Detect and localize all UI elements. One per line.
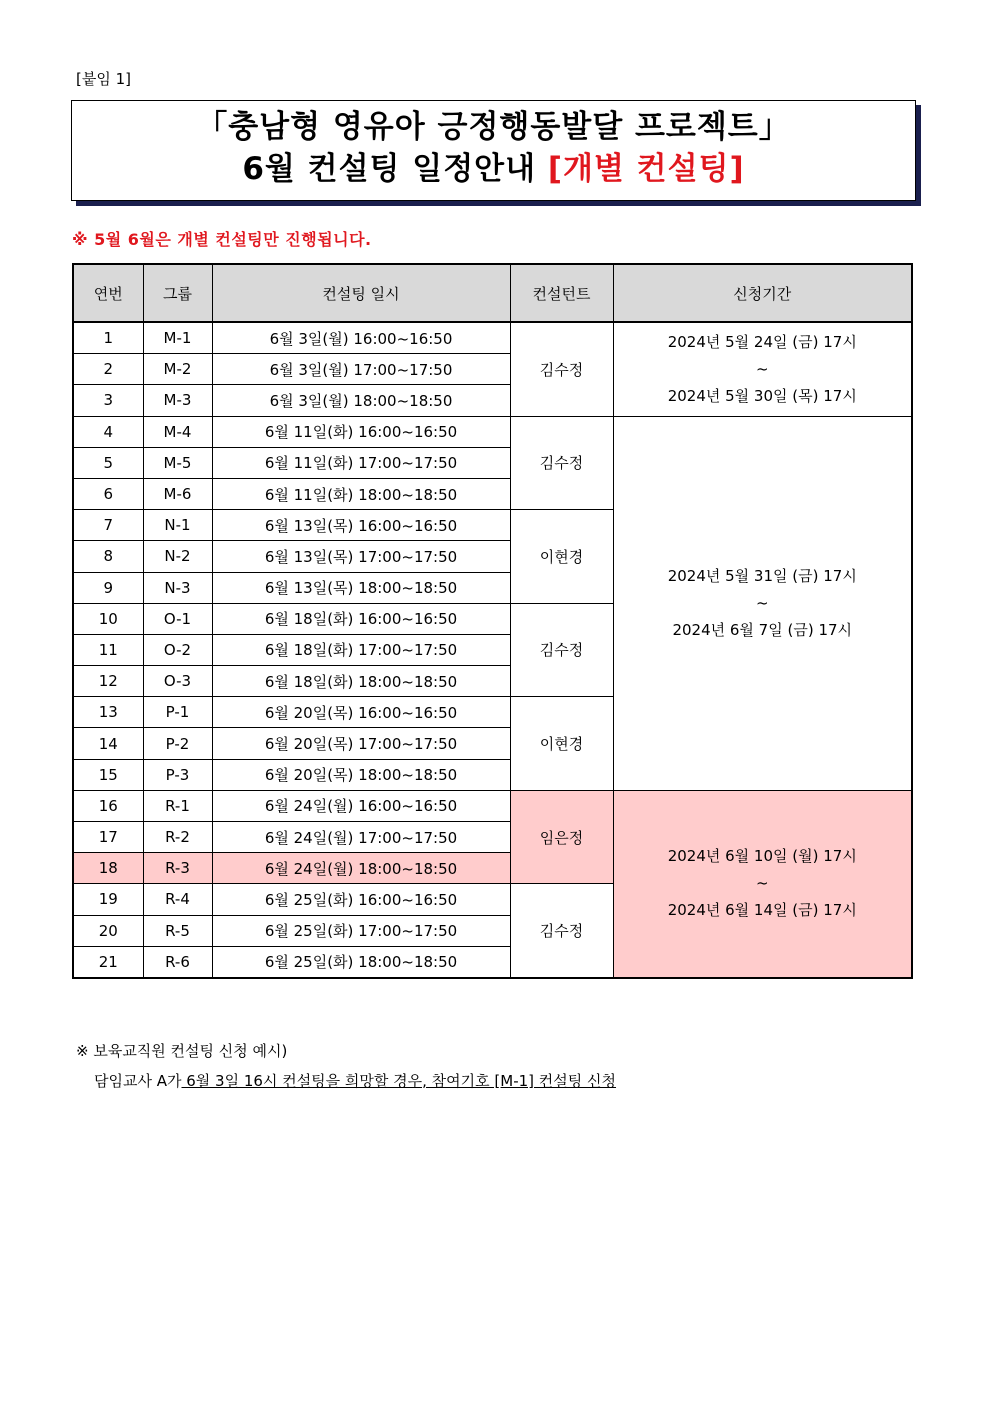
cell-group: N-1 [143,510,212,541]
header-no: 연번 [73,264,143,322]
example-underlined: 6월 3일 16시 컨설팅을 희망할 경우, 참여기호 [M-1] 컨설팅 신청 [181,1072,617,1090]
cell-datetime: 6월 18일(화) 16:00~16:50 [212,603,510,634]
cell-datetime: 6월 13일(목) 17:00~17:50 [212,541,510,572]
cell-no: 12 [73,666,143,697]
cell-consultant: 김수정 [510,884,613,978]
cell-datetime: 6월 25일(화) 18:00~18:50 [212,946,510,978]
cell-no: 18 [73,853,143,884]
cell-no: 15 [73,759,143,790]
cell-datetime: 6월 13일(목) 18:00~18:50 [212,572,510,603]
title-red: [개별 컨설팅] [547,151,745,187]
cell-datetime: 6월 18일(화) 17:00~17:50 [212,634,510,665]
table-row [73,322,912,354]
cell-group: M-1 [143,322,212,354]
period-sep: ~ [755,874,769,893]
cell-group: M-4 [143,416,212,447]
period-start: 2024년 5월 24일 (금) 17시 [667,332,857,351]
cell-consultant: 김수정 [510,322,613,416]
cell-no: 8 [73,541,143,572]
period-end: 2024년 6월 14일 (금) 17시 [667,901,857,920]
cell-group: R-5 [143,915,212,946]
cell-no: 4 [73,416,143,447]
cell-datetime: 6월 11일(화) 16:00~16:50 [212,416,510,447]
cell-datetime: 6월 13일(목) 16:00~16:50 [212,510,510,541]
cell-group: N-2 [143,541,212,572]
example-prefix: 담임교사 A가 [94,1072,182,1090]
cell-datetime: 6월 20일(목) 17:00~17:50 [212,728,510,759]
title-box [71,100,916,201]
cell-no: 17 [73,822,143,853]
cell-no: 14 [73,728,143,759]
title-main: 6월 컨설팅 일정안내 [242,151,548,187]
period-start: 2024년 6월 10일 (월) 17시 [667,847,857,866]
cell-datetime: 6월 20일(목) 18:00~18:50 [212,759,510,790]
cell-datetime: 6월 20일(목) 16:00~16:50 [212,697,510,728]
schedule-table [72,263,913,979]
title-line1: 「충남형 영유아 긍정행동발달 프로젝트」 [196,109,791,145]
cell-no: 7 [73,510,143,541]
cell-consultant: 김수정 [510,416,613,510]
cell-consultant: 이현경 [510,697,613,791]
cell-datetime: 6월 11일(화) 17:00~17:50 [212,447,510,478]
title-line2 [72,147,915,191]
table-row [73,790,912,821]
cell-datetime: 6월 3일(월) 16:00~16:50 [212,322,510,354]
cell-no: 20 [73,915,143,946]
period-end: 2024년 6월 7일 (금) 17시 [672,620,853,639]
cell-group: M-6 [143,478,212,509]
period-end: 2024년 5월 30일 (목) 17시 [667,386,857,405]
example-text [94,1070,616,1091]
cell-no: 21 [73,946,143,978]
cell-group: P-3 [143,759,212,790]
table-row [73,416,912,447]
table-header-row [73,264,912,322]
cell-period [613,322,912,416]
notice-text: ※ 5월 6월은 개별 컨설팅만 진행됩니다. [72,230,372,249]
period-sep: ~ [755,359,769,378]
header-period: 신청기간 [613,264,912,322]
cell-group: M-2 [143,354,212,385]
attachment-label: [붙임 1] [76,70,131,88]
header-consultant: 컨설턴트 [510,264,613,322]
cell-group: R-3 [143,853,212,884]
cell-datetime: 6월 24일(월) 18:00~18:50 [212,853,510,884]
cell-consultant: 김수정 [510,603,613,697]
period-sep: ~ [755,593,769,612]
cell-datetime: 6월 24일(월) 17:00~17:50 [212,822,510,853]
cell-datetime: 6월 3일(월) 18:00~18:50 [212,385,510,416]
cell-no: 6 [73,478,143,509]
cell-datetime: 6월 3일(월) 17:00~17:50 [212,354,510,385]
cell-group: R-6 [143,946,212,978]
header-group: 그룹 [143,264,212,322]
cell-no: 2 [73,354,143,385]
cell-no: 13 [73,697,143,728]
cell-no: 1 [73,322,143,354]
cell-group: R-1 [143,790,212,821]
cell-group: O-2 [143,634,212,665]
cell-group: O-3 [143,666,212,697]
cell-datetime: 6월 18일(화) 18:00~18:50 [212,666,510,697]
cell-period [613,416,912,790]
cell-no: 5 [73,447,143,478]
header-datetime: 컨설팅 일시 [212,264,510,322]
cell-no: 11 [73,634,143,665]
cell-period [613,790,912,978]
cell-group: R-4 [143,884,212,915]
cell-group: M-3 [143,385,212,416]
cell-group: P-2 [143,728,212,759]
cell-no: 10 [73,603,143,634]
cell-datetime: 6월 24일(월) 16:00~16:50 [212,790,510,821]
cell-consultant: 이현경 [510,510,613,604]
period-start: 2024년 5월 31일 (금) 17시 [667,566,857,585]
example-heading: ※ 보육교직원 컨설팅 신청 예시) [76,1042,288,1060]
cell-datetime: 6월 11일(화) 18:00~18:50 [212,478,510,509]
cell-no: 3 [73,385,143,416]
cell-no: 16 [73,790,143,821]
cell-group: N-3 [143,572,212,603]
cell-group: M-5 [143,447,212,478]
cell-group: O-1 [143,603,212,634]
cell-no: 19 [73,884,143,915]
cell-group: P-1 [143,697,212,728]
cell-group: R-2 [143,822,212,853]
cell-consultant: 임은정 [510,790,613,884]
cell-datetime: 6월 25일(화) 17:00~17:50 [212,915,510,946]
cell-datetime: 6월 25일(화) 16:00~16:50 [212,884,510,915]
cell-no: 9 [73,572,143,603]
